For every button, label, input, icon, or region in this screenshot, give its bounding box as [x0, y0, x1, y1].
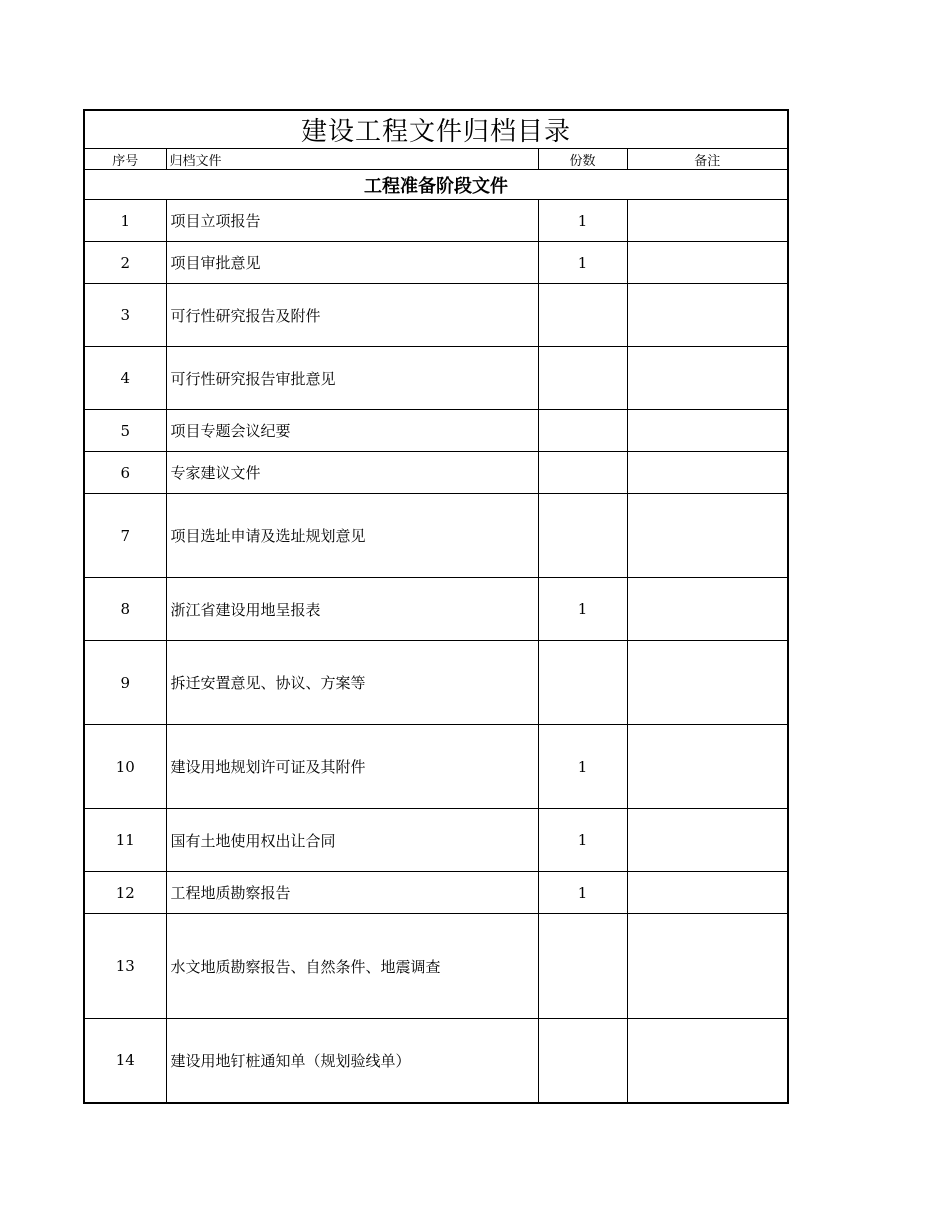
- row-seq: 13: [84, 914, 166, 1019]
- row-file: 项目选址申请及选址规划意见: [166, 494, 538, 578]
- row-seq: 11: [84, 809, 166, 872]
- table-row: [84, 578, 788, 641]
- row-seq: 10: [84, 725, 166, 809]
- row-note: [627, 1019, 788, 1103]
- table-row: [84, 914, 788, 1019]
- row-seq: 8: [84, 578, 166, 641]
- header-count: 份数: [538, 149, 627, 170]
- row-count: 1: [538, 809, 627, 872]
- row-seq: 9: [84, 641, 166, 725]
- table-row: [84, 725, 788, 809]
- row-note: [627, 809, 788, 872]
- header-file: 归档文件: [166, 149, 538, 170]
- section-row: [84, 170, 788, 200]
- title-row: [84, 110, 788, 149]
- row-seq: 14: [84, 1019, 166, 1103]
- row-note: [627, 284, 788, 347]
- header-note: 备注: [627, 149, 788, 170]
- row-count: [538, 494, 627, 578]
- row-seq: 4: [84, 347, 166, 410]
- row-count: 1: [538, 578, 627, 641]
- row-seq: 12: [84, 872, 166, 914]
- row-file: 可行性研究报告审批意见: [166, 347, 538, 410]
- row-file: 国有土地使用权出让合同: [166, 809, 538, 872]
- table-row: [84, 410, 788, 452]
- row-note: [627, 242, 788, 284]
- row-count: 1: [538, 242, 627, 284]
- row-file: 可行性研究报告及附件: [166, 284, 538, 347]
- table-row: [84, 452, 788, 494]
- row-count: [538, 284, 627, 347]
- row-note: [627, 725, 788, 809]
- row-count: [538, 914, 627, 1019]
- row-file: 专家建议文件: [166, 452, 538, 494]
- row-count: [538, 347, 627, 410]
- row-file: 项目立项报告: [166, 200, 538, 242]
- row-count: [538, 452, 627, 494]
- row-seq: 1: [84, 200, 166, 242]
- table-row: [84, 809, 788, 872]
- header-seq: 序号: [84, 149, 166, 170]
- row-note: [627, 914, 788, 1019]
- row-note: [627, 641, 788, 725]
- table-row: [84, 641, 788, 725]
- table-row: [84, 872, 788, 914]
- row-seq: 2: [84, 242, 166, 284]
- row-count: 1: [538, 725, 627, 809]
- table-row: [84, 494, 788, 578]
- row-seq: 3: [84, 284, 166, 347]
- archive-catalog-table: [83, 109, 789, 1104]
- table-row: [84, 200, 788, 242]
- row-count: 1: [538, 872, 627, 914]
- row-file: 项目审批意见: [166, 242, 538, 284]
- row-seq: 6: [84, 452, 166, 494]
- row-count: [538, 410, 627, 452]
- page-title: 建设工程文件归档目录: [84, 110, 788, 149]
- row-file: 建设用地钉桩通知单（规划验线单）: [166, 1019, 538, 1103]
- row-file: 建设用地规划许可证及其附件: [166, 725, 538, 809]
- table-row: [84, 284, 788, 347]
- row-note: [627, 872, 788, 914]
- row-file: 浙江省建设用地呈报表: [166, 578, 538, 641]
- row-file: 水文地质勘察报告、自然条件、地震调查: [166, 914, 538, 1019]
- row-note: [627, 494, 788, 578]
- row-file: 项目专题会议纪要: [166, 410, 538, 452]
- section-title: 工程准备阶段文件: [84, 170, 788, 200]
- row-file: 拆迁安置意见、协议、方案等: [166, 641, 538, 725]
- row-note: [627, 347, 788, 410]
- row-count: [538, 641, 627, 725]
- table-row: [84, 347, 788, 410]
- row-file: 工程地质勘察报告: [166, 872, 538, 914]
- row-count: [538, 1019, 627, 1103]
- table-row: [84, 242, 788, 284]
- row-note: [627, 578, 788, 641]
- row-note: [627, 410, 788, 452]
- row-seq: 7: [84, 494, 166, 578]
- row-note: [627, 200, 788, 242]
- row-count: 1: [538, 200, 627, 242]
- row-note: [627, 452, 788, 494]
- header-row: [84, 149, 788, 170]
- row-seq: 5: [84, 410, 166, 452]
- table-row: [84, 1019, 788, 1103]
